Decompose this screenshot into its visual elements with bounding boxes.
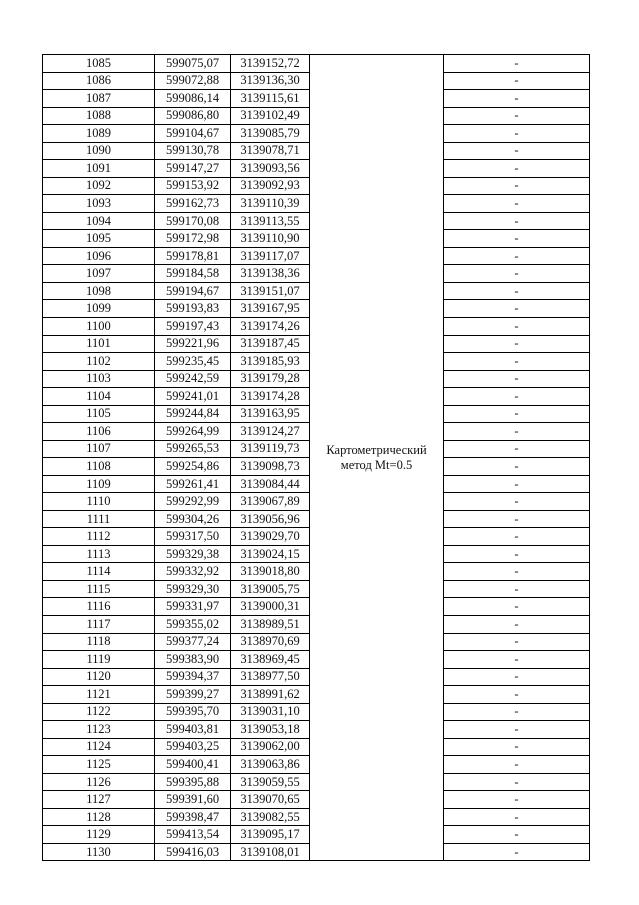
description-cell: - — [444, 335, 590, 353]
x-coordinate-cell: 599395,88 — [155, 773, 231, 791]
point-number-cell: 1108 — [43, 458, 155, 476]
description-cell: - — [444, 668, 590, 686]
y-coordinate-cell: 3139151,07 — [231, 282, 310, 300]
x-coordinate-cell: 599075,07 — [155, 55, 231, 73]
method-cell — [310, 55, 444, 861]
point-number-cell: 1128 — [43, 808, 155, 826]
point-number-cell: 1122 — [43, 703, 155, 721]
x-coordinate-cell: 599153,92 — [155, 177, 231, 195]
point-number-cell: 1112 — [43, 528, 155, 546]
x-coordinate-cell: 599235,45 — [155, 353, 231, 371]
point-number-cell: 1114 — [43, 563, 155, 581]
x-coordinate-cell: 599416,03 — [155, 843, 231, 861]
y-coordinate-cell: 3139167,95 — [231, 300, 310, 318]
description-cell: - — [444, 563, 590, 581]
y-coordinate-cell: 3139117,07 — [231, 247, 310, 265]
x-coordinate-cell: 599329,30 — [155, 580, 231, 598]
description-cell: - — [444, 55, 590, 73]
x-coordinate-cell: 599317,50 — [155, 528, 231, 546]
description-cell: - — [444, 125, 590, 143]
description-cell: - — [444, 616, 590, 634]
description-cell: - — [444, 370, 590, 388]
point-number-cell: 1089 — [43, 125, 155, 143]
point-number-cell: 1127 — [43, 791, 155, 809]
description-cell: - — [444, 738, 590, 756]
x-coordinate-cell: 599162,73 — [155, 195, 231, 213]
y-coordinate-cell: 3139113,55 — [231, 212, 310, 230]
y-coordinate-cell: 3139078,71 — [231, 142, 310, 160]
description-cell: - — [444, 247, 590, 265]
point-number-cell: 1090 — [43, 142, 155, 160]
description-cell: - — [444, 90, 590, 108]
y-coordinate-cell: 3139056,96 — [231, 510, 310, 528]
point-number-cell: 1091 — [43, 160, 155, 178]
x-coordinate-cell: 599403,25 — [155, 738, 231, 756]
description-cell: - — [444, 773, 590, 791]
point-number-cell: 1097 — [43, 265, 155, 283]
point-number-cell: 1107 — [43, 440, 155, 458]
x-coordinate-cell: 599261,41 — [155, 475, 231, 493]
point-number-cell: 1102 — [43, 353, 155, 371]
point-number-cell: 1093 — [43, 195, 155, 213]
y-coordinate-cell: 3139102,49 — [231, 107, 310, 125]
x-coordinate-cell: 599377,24 — [155, 633, 231, 651]
x-coordinate-cell: 599264,99 — [155, 423, 231, 441]
y-coordinate-cell: 3139059,55 — [231, 773, 310, 791]
point-number-cell: 1121 — [43, 686, 155, 704]
description-cell: - — [444, 353, 590, 371]
y-coordinate-cell: 3138970,69 — [231, 633, 310, 651]
y-coordinate-cell: 3139093,56 — [231, 160, 310, 178]
point-number-cell: 1123 — [43, 721, 155, 739]
coordinates-table-body — [43, 55, 590, 861]
x-coordinate-cell: 599331,97 — [155, 598, 231, 616]
y-coordinate-cell: 3139092,93 — [231, 177, 310, 195]
description-cell: - — [444, 265, 590, 283]
description-cell: - — [444, 791, 590, 809]
x-coordinate-cell: 599383,90 — [155, 651, 231, 669]
x-coordinate-cell: 599254,86 — [155, 458, 231, 476]
y-coordinate-cell: 3139062,00 — [231, 738, 310, 756]
y-coordinate-cell: 3138969,45 — [231, 651, 310, 669]
x-coordinate-cell: 599178,81 — [155, 247, 231, 265]
description-cell: - — [444, 388, 590, 406]
x-coordinate-cell: 599170,08 — [155, 212, 231, 230]
description-cell: - — [444, 72, 590, 90]
y-coordinate-cell: 3139152,72 — [231, 55, 310, 73]
y-coordinate-cell: 3139110,90 — [231, 230, 310, 248]
point-number-cell: 1092 — [43, 177, 155, 195]
description-cell: - — [444, 826, 590, 844]
x-coordinate-cell: 599399,27 — [155, 686, 231, 704]
y-coordinate-cell: 3139098,73 — [231, 458, 310, 476]
y-coordinate-cell: 3139082,55 — [231, 808, 310, 826]
x-coordinate-cell: 599244,84 — [155, 405, 231, 423]
description-cell: - — [444, 300, 590, 318]
x-coordinate-cell: 599184,58 — [155, 265, 231, 283]
description-cell: - — [444, 580, 590, 598]
description-cell: - — [444, 598, 590, 616]
point-number-cell: 1120 — [43, 668, 155, 686]
point-number-cell: 1100 — [43, 317, 155, 335]
x-coordinate-cell: 599391,60 — [155, 791, 231, 809]
y-coordinate-cell: 3139085,79 — [231, 125, 310, 143]
y-coordinate-cell: 3139084,44 — [231, 475, 310, 493]
method-name-text: Картометрический — [326, 442, 427, 457]
x-coordinate-cell: 599292,99 — [155, 493, 231, 511]
description-cell: - — [444, 633, 590, 651]
y-coordinate-cell: 3139031,10 — [231, 703, 310, 721]
point-number-cell: 1106 — [43, 423, 155, 441]
point-number-cell: 1101 — [43, 335, 155, 353]
point-number-cell: 1109 — [43, 475, 155, 493]
description-cell: - — [444, 475, 590, 493]
y-coordinate-cell: 3139053,18 — [231, 721, 310, 739]
y-coordinate-cell: 3139000,31 — [231, 598, 310, 616]
x-coordinate-cell: 599332,92 — [155, 563, 231, 581]
description-cell: - — [444, 843, 590, 861]
description-cell: - — [444, 545, 590, 563]
y-coordinate-cell: 3139174,28 — [231, 388, 310, 406]
point-number-cell: 1098 — [43, 282, 155, 300]
y-coordinate-cell: 3139108,01 — [231, 843, 310, 861]
x-coordinate-cell: 599147,27 — [155, 160, 231, 178]
description-cell: - — [444, 107, 590, 125]
y-coordinate-cell: 3139174,26 — [231, 317, 310, 335]
x-coordinate-cell: 599265,53 — [155, 440, 231, 458]
point-number-cell: 1110 — [43, 493, 155, 511]
x-coordinate-cell: 599242,59 — [155, 370, 231, 388]
x-coordinate-cell: 599241,01 — [155, 388, 231, 406]
x-coordinate-cell: 599086,80 — [155, 107, 231, 125]
point-number-cell: 1124 — [43, 738, 155, 756]
point-number-cell: 1118 — [43, 633, 155, 651]
point-number-cell: 1116 — [43, 598, 155, 616]
point-number-cell: 1117 — [43, 616, 155, 634]
point-number-cell: 1125 — [43, 756, 155, 774]
y-coordinate-cell: 3139110,39 — [231, 195, 310, 213]
y-coordinate-cell: 3139163,95 — [231, 405, 310, 423]
x-coordinate-cell: 599403,81 — [155, 721, 231, 739]
description-cell: - — [444, 142, 590, 160]
y-coordinate-cell: 3138989,51 — [231, 616, 310, 634]
description-cell: - — [444, 160, 590, 178]
point-number-cell: 1119 — [43, 651, 155, 669]
y-coordinate-cell: 3139024,15 — [231, 545, 310, 563]
point-number-cell: 1105 — [43, 405, 155, 423]
y-coordinate-cell: 3139005,75 — [231, 580, 310, 598]
description-cell: - — [444, 405, 590, 423]
x-coordinate-cell: 599329,38 — [155, 545, 231, 563]
point-number-cell: 1086 — [43, 72, 155, 90]
y-coordinate-cell: 3139179,28 — [231, 370, 310, 388]
point-number-cell: 1087 — [43, 90, 155, 108]
y-coordinate-cell: 3139029,70 — [231, 528, 310, 546]
point-number-cell: 1096 — [43, 247, 155, 265]
x-coordinate-cell: 599172,98 — [155, 230, 231, 248]
description-cell: - — [444, 528, 590, 546]
coordinates-table — [42, 54, 590, 861]
point-number-cell: 1111 — [43, 510, 155, 528]
x-coordinate-cell: 599130,78 — [155, 142, 231, 160]
point-number-cell: 1095 — [43, 230, 155, 248]
description-cell: - — [444, 808, 590, 826]
point-number-cell: 1113 — [43, 545, 155, 563]
description-cell: - — [444, 212, 590, 230]
point-number-cell: 1129 — [43, 826, 155, 844]
x-coordinate-cell: 599304,26 — [155, 510, 231, 528]
x-coordinate-cell: 599355,02 — [155, 616, 231, 634]
point-number-cell: 1115 — [43, 580, 155, 598]
x-coordinate-cell: 599072,88 — [155, 72, 231, 90]
y-coordinate-cell: 3139138,36 — [231, 265, 310, 283]
description-cell: - — [444, 510, 590, 528]
description-cell: - — [444, 317, 590, 335]
x-coordinate-cell: 599194,67 — [155, 282, 231, 300]
description-cell: - — [444, 756, 590, 774]
point-number-cell: 1085 — [43, 55, 155, 73]
y-coordinate-cell: 3139124,27 — [231, 423, 310, 441]
y-coordinate-cell: 3139187,45 — [231, 335, 310, 353]
description-cell: - — [444, 493, 590, 511]
x-coordinate-cell: 599398,47 — [155, 808, 231, 826]
x-coordinate-cell: 599197,43 — [155, 317, 231, 335]
description-cell: - — [444, 195, 590, 213]
y-coordinate-cell: 3138991,62 — [231, 686, 310, 704]
x-coordinate-cell: 599221,96 — [155, 335, 231, 353]
description-cell: - — [444, 458, 590, 476]
y-coordinate-cell: 3139119,73 — [231, 440, 310, 458]
description-cell: - — [444, 282, 590, 300]
x-coordinate-cell: 599400,41 — [155, 756, 231, 774]
x-coordinate-cell: 599395,70 — [155, 703, 231, 721]
method-accuracy-text: метод Mt=0.5 — [340, 457, 413, 472]
point-number-cell: 1099 — [43, 300, 155, 318]
description-cell: - — [444, 440, 590, 458]
point-number-cell: 1126 — [43, 773, 155, 791]
description-cell: - — [444, 230, 590, 248]
point-number-cell: 1103 — [43, 370, 155, 388]
description-cell: - — [444, 686, 590, 704]
y-coordinate-cell: 3139136,30 — [231, 72, 310, 90]
x-coordinate-cell: 599086,14 — [155, 90, 231, 108]
table-row — [43, 55, 590, 73]
description-cell: - — [444, 651, 590, 669]
point-number-cell: 1088 — [43, 107, 155, 125]
description-cell: - — [444, 423, 590, 441]
point-number-cell: 1094 — [43, 212, 155, 230]
x-coordinate-cell: 599193,83 — [155, 300, 231, 318]
y-coordinate-cell: 3139185,93 — [231, 353, 310, 371]
y-coordinate-cell: 3139067,89 — [231, 493, 310, 511]
y-coordinate-cell: 3139070,65 — [231, 791, 310, 809]
description-cell: - — [444, 177, 590, 195]
y-coordinate-cell: 3139018,80 — [231, 563, 310, 581]
x-coordinate-cell: 599394,37 — [155, 668, 231, 686]
description-cell: - — [444, 721, 590, 739]
x-coordinate-cell: 599413,54 — [155, 826, 231, 844]
description-cell: - — [444, 703, 590, 721]
y-coordinate-cell: 3139115,61 — [231, 90, 310, 108]
point-number-cell: 1130 — [43, 843, 155, 861]
y-coordinate-cell: 3138977,50 — [231, 668, 310, 686]
point-number-cell: 1104 — [43, 388, 155, 406]
y-coordinate-cell: 3139095,17 — [231, 826, 310, 844]
y-coordinate-cell: 3139063,86 — [231, 756, 310, 774]
x-coordinate-cell: 599104,67 — [155, 125, 231, 143]
